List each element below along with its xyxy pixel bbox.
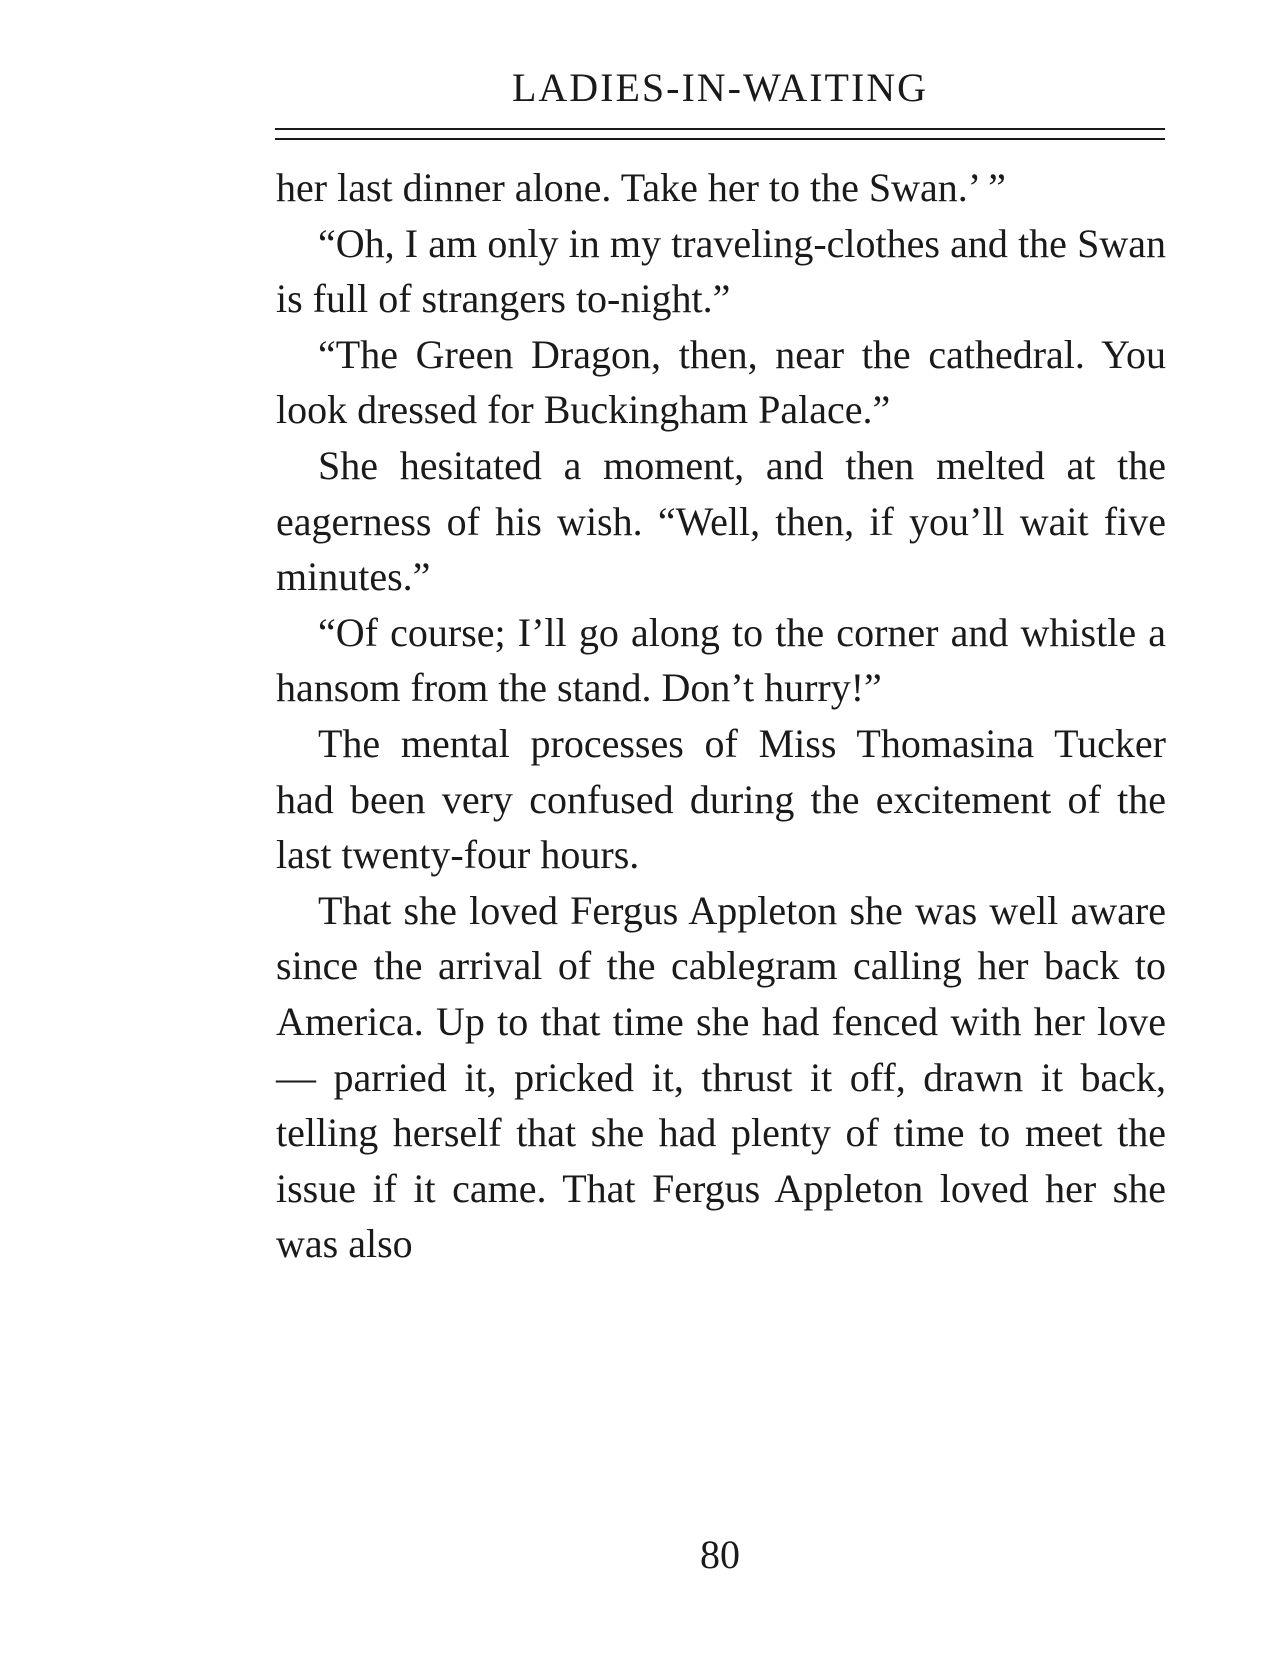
- paragraph: That she loved Fergus Appleton she was well aware since the arrival of the cablegram calling her back to America. Up to that time she had fenced with her love — parried it, pricked it, thrust it off, drawn it back, telling herself that she had plenty of time to meet the issue if it came. That Fergus Appleton loved her she was also: [276, 887, 1166, 1267]
- body-text: [276, 160, 1166, 1272]
- paragraph: “Oh, I am only in my traveling-clothes and the Swan is full of strangers to-night.”: [276, 220, 1166, 322]
- header-rule-bottom: [275, 138, 1165, 140]
- page-number: 80: [700, 1532, 740, 1577]
- paragraph: “Of course; I’ll go along to the corner and whistle a hansom from the stand. Don’t hurry!”: [276, 609, 1166, 711]
- running-title: LADIES-IN-WAITING: [511, 65, 929, 110]
- paragraph: She hesitated a moment, and then melted at the eagerness of his wish. “Well, then, if you’ll wait five minutes.”: [276, 442, 1166, 600]
- paragraph: her last dinner alone. Take her to the Swan.’ ”: [276, 165, 1006, 210]
- paragraph: The mental processes of Miss Thomasina Tucker had been very confused during the excitement of the last twenty-four hours.: [276, 720, 1166, 878]
- paragraph: “The Green Dragon, then, near the cathedral. You look dressed for Buckingham Palace.”: [276, 331, 1166, 433]
- header-rule-top: [275, 128, 1165, 130]
